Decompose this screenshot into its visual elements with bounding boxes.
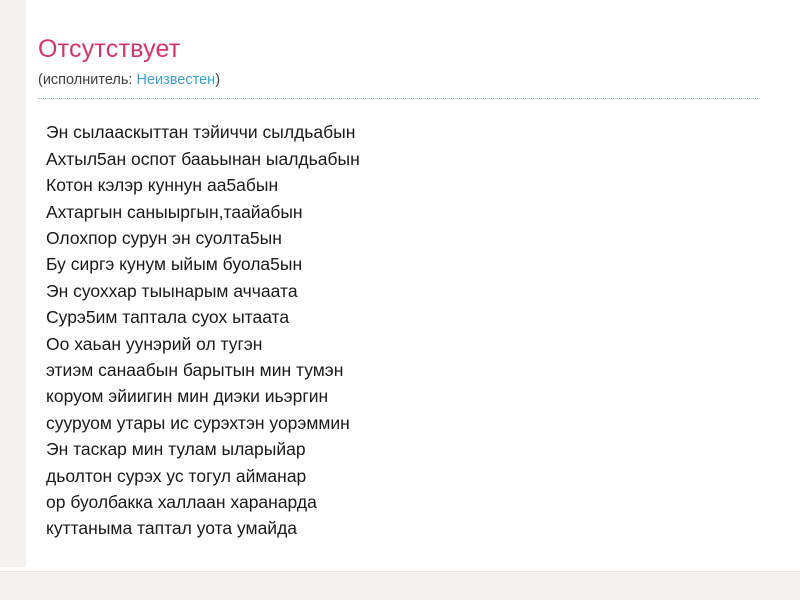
page-title: Отсутствует [38,35,181,63]
list-item: Ахтаргын саныыргын,таайабын [46,201,303,222]
lyrics-list [38,99,778,542]
list-item: ор буолбакка халлаан харанарда [46,492,317,513]
slide-content [38,34,778,542]
bottom-decorative-band [0,571,800,600]
artist-label-suffix: ) [215,72,221,88]
list-item: Оо хаьан уунэрий ол тугэн [46,333,263,354]
list-item: дьолтон сурэх ус тогул айманар [46,465,307,486]
list-item: Эн сылааскыттан тэйиччи сылдьабын [46,122,356,143]
artist-label: (исполнитель: [38,72,137,88]
list-item: Бу сиргэ кунум ыйым буола5ын [46,254,303,275]
list-item: Ахтыл5ан оспот бааьынан ыалдьабын [46,148,360,169]
artist-link[interactable]: Неизвестен [136,72,216,88]
list-item: этиэм санаабын барытын мин тумэн [46,360,344,381]
list-item: Эн таскар мин тулам ыларыйар [46,439,306,460]
list-item: коруом эйиигин мин диэки иьэргин [46,386,329,407]
list-item: Олохпор сурун эн суолта5ын [46,228,282,249]
list-item: сууруом утары ис сурэхтэн уорэммин [46,412,350,433]
left-decorative-band [0,0,27,600]
list-item: Котон кэлэр куннун аа5абын [46,175,279,196]
list-item: Сурэ5им таптала суох ытаата [46,307,290,328]
left-decorative-band-inner [26,0,32,600]
artist-line [38,72,778,98]
list-item: Эн суоххар тыынарым аччаата [46,280,298,301]
list-item: куттаныма таптал уота умайда [46,518,298,539]
